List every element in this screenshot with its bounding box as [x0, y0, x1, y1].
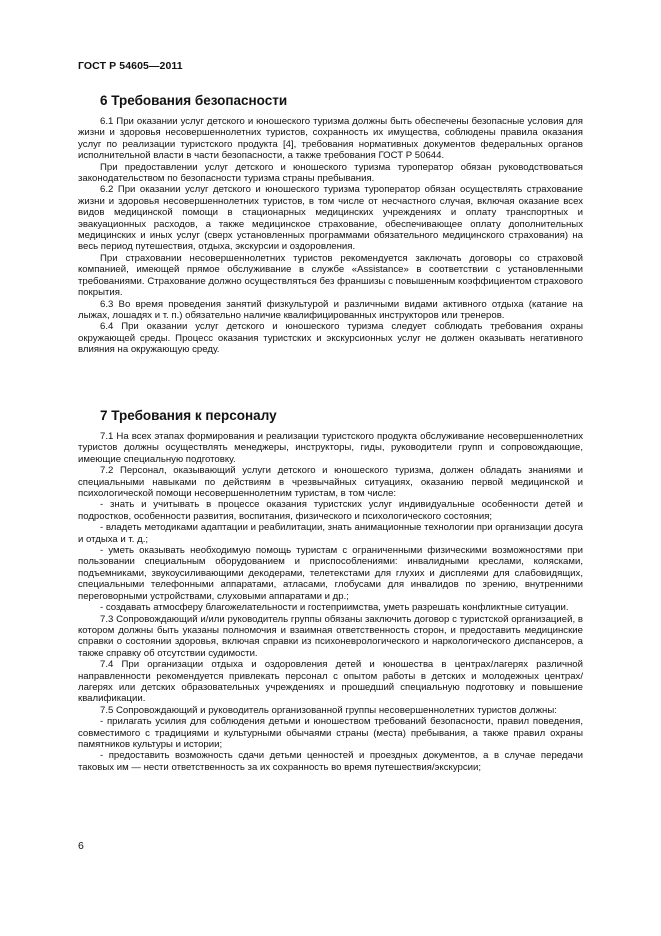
paragraph-7-3: 7.3 Сопровождающий и/или руководитель группы обязаны заключить договор с туристской организацией, в котором должны быть указаны полномочия и взаимная ответственность сторон, и предоставить медицинские справки о состоянии здоровья, включая справки из психоневрологического и наркологического диспансеров, а также справку об отсутствии судимости.: [78, 613, 583, 659]
paragraph-7-2: 7.2 Персонал, оказывающий услуги детского и юношеского туризма, должен обладать знаниями и специальными навыками по действиям в чрезвычайных ситуациях, оказанию первой медицинской и психологической помощи несовершеннолетним туристам, в том числе:: [78, 465, 583, 500]
list-item-7-5-a: - прилагать усилия для соблюдения детьми и юношеством требований безопасности, правил поведения, совместимого с традициями и культурными обычаями страны (места) пребывания, а также правил охраны памятников культуры и истории;: [78, 716, 583, 750]
list-item-7-5-b: - предоставить возможность сдачи детьми ценностей и проездных документов, а в случае передачи таковых им — нести ответственность за их сохранность во время путешествия/экскурсии;: [78, 750, 583, 773]
paragraph-6-2-continued: При страховании несовершеннолетних туристов рекомендуется заключать договоры со страховой компанией, имеющей прямое обслуживание в службе «Assistance» в соответствии с установленными требованиями. Страхование должно осуществляться без франшизы с повышенным коэффициентом страхового покрытия.: [78, 252, 583, 299]
list-item-7-2-d: - создавать атмосферу благожелательности и гостеприимства, уметь разрешать конфликтные ситуации.: [100, 602, 569, 614]
section-6-heading: 6 Требования безопасности: [100, 93, 288, 108]
list-item-7-2-c: - уметь оказывать необходимую помощь туристам с ограниченными физическими возможностями при пользовании специальным оборудованием и приспособлениями: инвалидными креслами, колясками, подъемниками, звукоусиливающими декодерами, телетекстами для глухих и дисплеями для слабовидящих, специальными телефонными аппаратами, атласами, глобусами для инвалидов по зрению, внутренними переговорными устройствами, слуховыми аппаратами и др.;: [78, 545, 583, 602]
paragraph-6-3: 6.3 Во время проведения занятий физкультурой и различными видами активного отдыха (катание на лыжах, лошадях и т. п.) обязательно наличие квалифицированных инструкторов или тренеров.: [78, 298, 583, 321]
paragraph-6-4: 6.4 При оказании услуг детского и юношеского туризма следует соблюдать требования охраны окружающей среды. Процесс оказания туристских и экскурсионных услуг не должен оказывать негативного влияния на окружающую среду.: [78, 321, 583, 356]
paragraph-7-1: 7.1 На всех этапах формирования и реализации туристского продукта обслуживание несовершеннолетних туристов должны осуществлять менеджеры, инструкторы, гиды, руководители групп и сопровождающие, имеющие специальную подготовку.: [78, 431, 583, 465]
paragraph-6-1: 6.1 При оказании услуг детского и юношеского туризма должны быть обеспечены безопасные условия для жизни и здоровья несовершеннолетних туристов, сохранность их имущества, соблюдены правила оказания услуг по реализации туристского продукта [4], требования нормативных документов федеральных органов исполнительной власти в части безопасности, а также требования ГОСТ Р 50644.: [78, 116, 583, 162]
paragraph-7-4: 7.4 При организации отдыха и оздоровления детей и юношества в центрах/лагерях различной направленности рекомендуется привлекать персонал с опытом работы в детских и молодежных центрах/лагерях или детских образовательных учреждениях и прошедший специальную подготовку и повышение квалификации.: [78, 659, 583, 705]
list-item-7-2-b: - владеть методиками адаптации и реабилитации, знать анимационные технологии при организации досуга и отдыха и т. д.;: [78, 522, 583, 545]
section-7-heading: 7 Требования к персоналу: [100, 408, 277, 423]
section-6-body: [78, 116, 583, 356]
paragraph-6-1-continued: При предоставлении услуг детского и юношеского туризма туроператор обязан руководствоваться законодательством по безопасности туризма страны пребывания.: [78, 161, 583, 185]
standard-code-header: ГОСТ Р 54605—2011: [78, 60, 183, 72]
list-item-7-2-a: - знать и учитывать в процессе оказания туристских услуг индивидуальные особенности детей и подростков, особенности развития, воспитания, физического и психологического состояния;: [78, 499, 583, 522]
section-7-body: [78, 431, 583, 773]
paragraph-6-2: 6.2 При оказании услуг детского и юношеского туризма туроператор обязан осуществлять страхование жизни и здоровья несовершеннолетних туристов, в том числе от несчастного случая, включая оказание всех видов медицинской помощи в стационарных медицинских учреждениях и оплату транспортных и эвакуационных расходов, а также медицинское страхование, обеспечивающее оплату дополнительных медицинских и иных услуг (сверх установленных программами обязательного медицинского страхования) на весь период путешествия, отдыха, экскурсии и оздоровления.: [78, 184, 583, 253]
page-number: 6: [78, 840, 84, 852]
paragraph-7-5: 7.5 Сопровождающий и руководитель организованной группы несовершеннолетних туристов должны:: [100, 704, 557, 716]
